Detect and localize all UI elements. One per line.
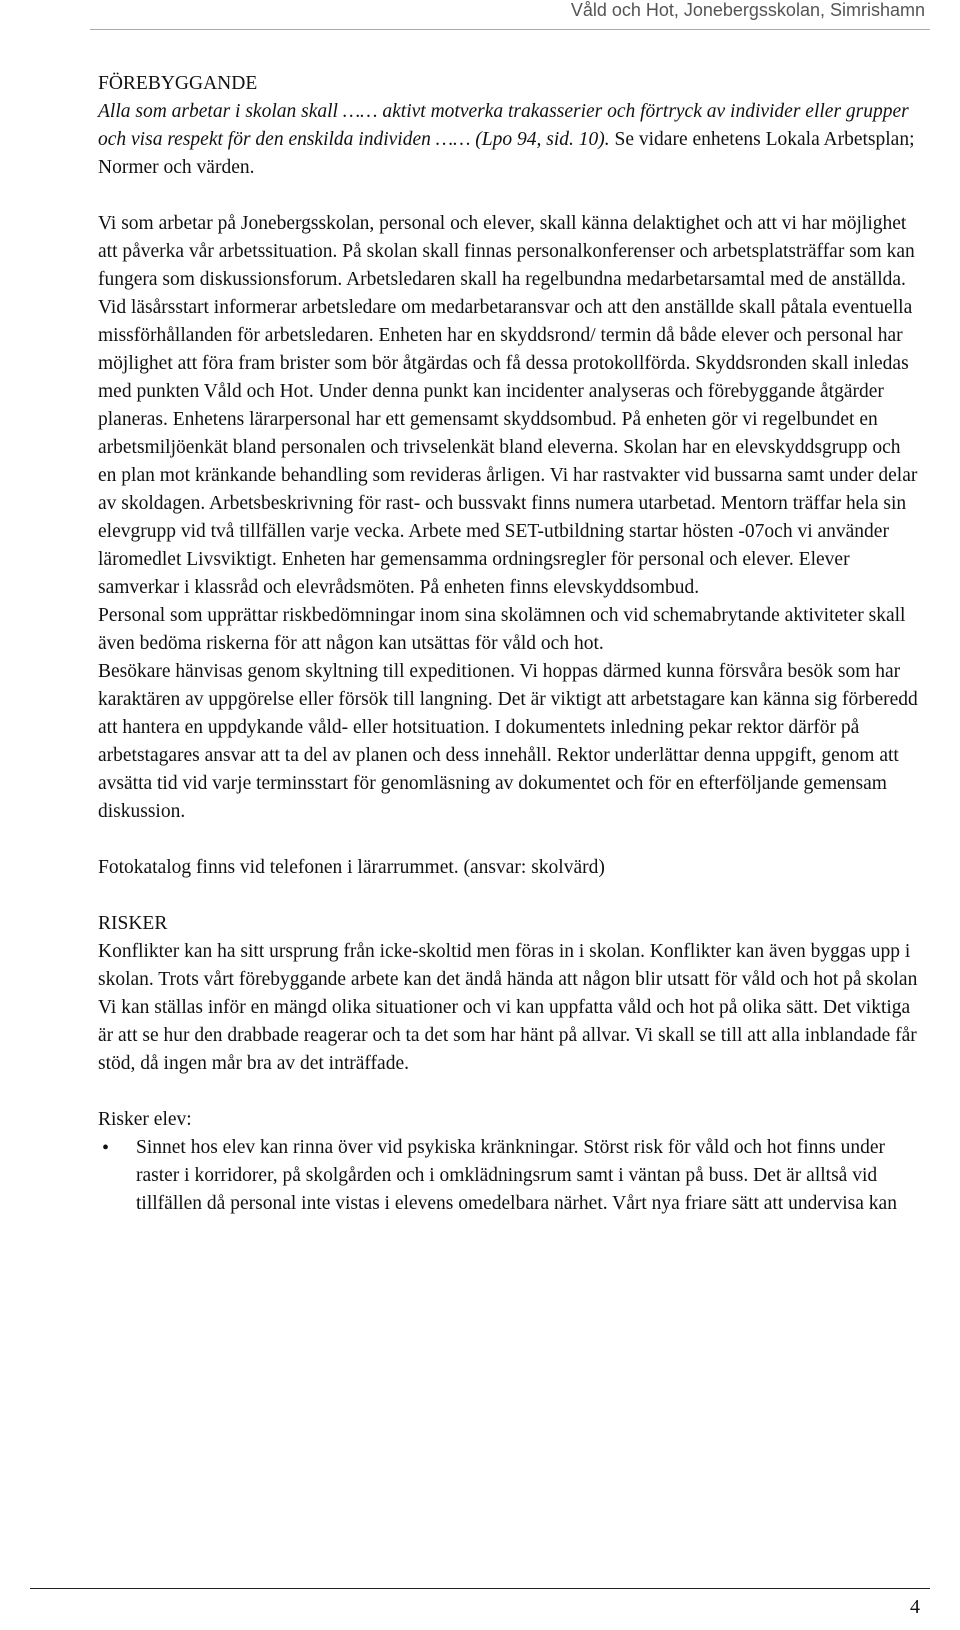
curriculum-quote-paragraph xyxy=(98,98,918,182)
list-item xyxy=(98,1134,918,1218)
paragraph-photo-catalog: Fotokatalog finns vid telefonen i lärarrummet. (ansvar: skolvärd) xyxy=(98,857,605,878)
document-body xyxy=(98,70,918,1218)
section-heading-risker: RISKER xyxy=(98,913,168,934)
paragraph-participation: Vi som arbetar på Jonebergsskolan, personal och elever, skall känna delaktighet och att vi har möjlighet att påverka vår arbetssituation. På skolan skall finnas personalkonferenser och arbetsplatsträffar som kan fungera som diskussionsforum. Arbetsledaren skall ha regelbundna medarbetarsamtal med de anställda. Vid läsårsstart informerar arbetsledare om medarbetaransvar och att den anställde skall påtala eventuella missförhållanden för arbetsledaren. Enheten har en skyddsrond/ termin då både elever och personal har möjlighet att föra fram brister som bör åtgärdas och få dessa protokollförda. Skyddsronden skall inledas med punkten Våld och Hot. Under denna punkt kan incidenter analyseras och förebyggande åtgärder planeras. Enhetens lärarpersonal har ett gemensamt skyddsombud. På enheten gör vi regelbundet en arbetsmiljöenkät bland personalen och trivselenkät bland eleverna. Skolan har en elevskyddsgrupp och en plan mot kränkande behandling som revideras årligen. Vi har rastvakter vid bussarna samt under delar av skoldagen. Arbetsbeskrivning för rast- och bussvakt finns numera utarbetad. Mentorn träffar hela sin elevgrupp vid två tillfällen varje vecka. Arbete med SET-utbildning startar hösten -07och vi använder läromedlet Livsviktigt. Enheten har gemensamma ordningsregler för personal och elever. Elever samverkar i klassråd och elevrådsmöten. På enheten finns elevskyddsombud. xyxy=(98,213,918,598)
paragraph-risk-assessment: Personal som upprättar riskbedömningar inom sina skolämnen och vid schemabrytande aktiviteter skall även bedöma riskerna för att någon kan utsättas för våld och hot. xyxy=(98,605,906,654)
paragraph-conflicts: Konflikter kan ha sitt ursprung från icke-skoltid men föras in i skolan. Konflikter kan även byggas upp i skolan. Trots vårt förebyggande arbete kan det ändå hända att någon blir utsatt för våld och hot på skolan Vi kan ställas inför en mängd olika situationer och vi kan uppfatta våld och hot på olika sätt. Det viktiga är att se hur den drabbade reagerar och ta det som har hänt på allvar. Vi skall se till att alla inblandade får stöd, då ingen mår bra av det inträffade. xyxy=(98,941,918,1074)
quote-reference: Se vidare enhetens Lokala Arbetsplan; Normer och värden. xyxy=(98,129,915,178)
spacer xyxy=(98,826,918,854)
paragraph-visitors: Besökare hänvisas genom skyltning till expeditionen. Vi hoppas därmed kunna försvåra besök som har karaktären av uppgörelse eller försök till langning. Det är viktigt att arbetstagare kan känna sig förberedd att hantera en uppdykande våld- eller hotsituation. I dokumentets inledning pekar rektor därför på arbetstagares ansvar att ta del av planen och dess innehåll. Rektor underlättar denna uppgift, genom att avsätta tid vid varje terminsstart för genomläsning av dokumentet och för en efterföljande gemensam diskussion. xyxy=(98,661,918,822)
bullet-text: Sinnet hos elev kan rinna över vid psykiska kränkningar. Störst risk för våld och hot finns under raster i korridorer, på skolgården och i omklädningsrum samt i väntan på buss. Det är alltså vid tillfällen då personal inte vistas i elevens omedelbara närhet. Vårt nya friare sätt att undervisa kan xyxy=(136,1137,897,1214)
page-header xyxy=(0,0,960,30)
spacer xyxy=(98,882,918,910)
footer-divider xyxy=(30,1588,930,1589)
subheading-risker-elev: Risker elev: xyxy=(98,1109,192,1130)
risk-bullet-list xyxy=(98,1134,918,1218)
spacer xyxy=(98,1078,918,1106)
header-title: Våld och Hot, Jonebergsskolan, Simrishamn xyxy=(570,0,925,20)
bullet-icon: • xyxy=(102,1137,110,1159)
spacer xyxy=(98,182,918,210)
section-heading-forebyggande: FÖREBYGGANDE xyxy=(98,73,258,94)
curriculum-quote: Alla som arbetar i skolan skall …… aktivt motverka trakasserier och förtryck av individer eller grupper och visa respekt för den enskilda individen …… (Lpo 94, sid. 10). xyxy=(98,101,909,150)
page-number: 4 xyxy=(910,1596,920,1618)
header-divider xyxy=(90,29,930,30)
